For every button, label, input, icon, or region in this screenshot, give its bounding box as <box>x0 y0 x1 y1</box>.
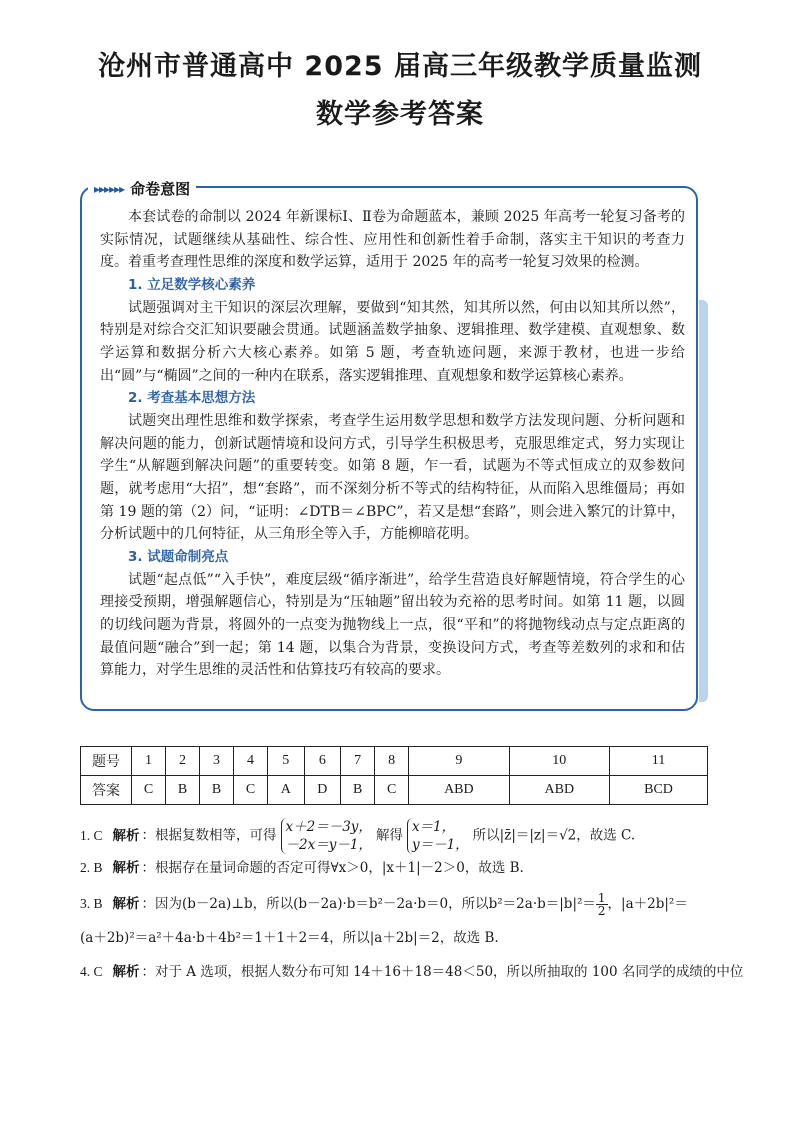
table-cell: D <box>304 776 341 805</box>
solution-text: ：因为(b－2a)⊥b，所以(b－2a)·b＝b²－2a·b＝0，所以b²＝2a·b＝|b|²＝ <box>141 896 596 912</box>
equation-system <box>407 818 469 854</box>
table-cell: ABD <box>409 776 509 805</box>
equation-system <box>281 818 372 854</box>
equation-line: x＋2＝－3y， <box>285 819 372 835</box>
solution-number: 2. B <box>80 860 103 875</box>
equation-line: x＝1， <box>411 819 456 835</box>
table-cell: 3 <box>200 747 234 776</box>
fraction-denominator: 2 <box>597 904 606 918</box>
table-cell: 11 <box>610 747 708 776</box>
solution-1 <box>80 818 635 854</box>
equation-line: y＝－1， <box>411 837 469 853</box>
table-cell: 2 <box>166 747 200 776</box>
section-heading-3: 3. 试题命制亮点 <box>128 548 229 565</box>
table-cell: 6 <box>304 747 341 776</box>
solution-number: 3. B <box>80 896 103 911</box>
section-paragraph-2: 试题突出理性思维和数学探索，考查学生运用数学思想和数学方法发现问题、分析问题和解决问题的能力，创新试题情境和设问方式，引导学生积极思考，克服思维定式，努力实现让学生“从解题到解决问题”的重要转变。如第 8 题，乍一看，试题为不等式恒成立的双参数问题，就考虑用“大招”，想“套路”，而不深刻分析不等式的结构特征，从而陷入思维僵局；再如第 19 题的第（2）问，“证明：∠DTB＝∠BPC”，若又是想“套路”，则会进入繁冗的计算中，分析试题中的几何特征，从三角形全等入手，方能柳暗花明。 <box>100 413 685 543</box>
intent-body <box>100 206 685 682</box>
answer-table <box>80 746 708 805</box>
table-cell: C <box>132 776 166 805</box>
intent-paragraph: 本套试卷的命制以 2024 年新课标Ⅰ、Ⅱ卷为命题蓝本，兼顾 2025 年高考一轮复习备考的实际情况，试题继续从基础性、综合性、应用性和创新性着手命制，落实主干知识的考查力度。着重考查理性思维的深度和数学运算，适用于 2025 年的高考一轮复习效果的检测。 <box>100 209 685 271</box>
solution-2 <box>80 858 524 878</box>
solution-text: (a＋2b)²＝a²＋4a·b＋4b²＝1＋1＋2＝4，所以|a＋2b|＝2，故选 B. <box>80 930 499 946</box>
arrow-decoration-icon: ▸▸▸▸▸▸ <box>94 181 125 196</box>
table-cell: B <box>166 776 200 805</box>
answer-row <box>81 776 708 805</box>
table-cell: BCD <box>610 776 708 805</box>
table-cell: 1 <box>132 747 166 776</box>
solution-text: ：根据存在量词命题的否定可得∀x＞0，|x＋1|－2＞0，故选 B. <box>141 860 524 876</box>
solution-text: ：根据复数相等，可得 <box>141 827 277 844</box>
solution-keyword: 解析 <box>112 896 140 912</box>
table-cell: B <box>341 776 375 805</box>
solution-4 <box>80 962 743 982</box>
intent-title: 命卷意图 <box>130 180 191 198</box>
solution-3-continued <box>80 928 499 948</box>
section-paragraph-1: 试题强调对主干知识的深层次理解，要做到“知其然，知其所以然，何由以知其所以然”，特别是对综合交汇知识要融会贯通。试题涵盖数学抽象、逻辑推理、数学建模、直观想象、数学运算和数据分析六大核心素养。如第 5 题，考查轨迹问题，来源于教材，也进一步给出“圆”与“椭圆”之间的一种内在联系，落实逻辑推理、直观想象和数学运算核心素养。 <box>100 299 685 384</box>
table-cell: C <box>375 776 409 805</box>
question-number-row <box>81 747 708 776</box>
solution-number: 4. C <box>80 964 103 979</box>
document-subtitle: 数学参考答案 <box>316 99 484 130</box>
table-cell: ABD <box>509 776 609 805</box>
table-cell: 9 <box>409 747 509 776</box>
row-label-number: 题号 <box>81 747 132 776</box>
fraction-numerator: 1 <box>597 891 606 905</box>
table-cell: 10 <box>509 747 609 776</box>
section-heading-2: 2. 考查基本思想方法 <box>128 390 256 407</box>
solution-text: 解得 <box>375 827 403 844</box>
solution-keyword: 解析 <box>112 860 140 876</box>
table-cell: 7 <box>341 747 375 776</box>
solution-text: ，|a＋2b|²＝ <box>607 896 688 912</box>
table-cell: B <box>200 776 234 805</box>
document-title: 沧州市普通高中 2025 届高三年级教学质量监测 <box>98 51 702 82</box>
fraction <box>596 892 608 917</box>
table-cell: C <box>234 776 268 805</box>
section-paragraph-3: 试题“起点低”“入手快”，难度层级“循序渐进”，给学生营造良好解题情境，符合学生的心理接受预期，增强解题信心，特别是为“压轴题”留出较为充裕的思考时间。如第 11 题，以圆的切线问题为背景，将圆外的一点变为抛物线上一点，很“平和”的将抛物线动点与定点距离的最值问题“融合”到一起；第 14 题，以集合为背景，变换设问方式，考查等差数列的求和和估算能力，对学生思维的灵活性和估算技巧有较高的要求。 <box>100 571 685 679</box>
solution-keyword: 解析 <box>112 827 140 844</box>
solution-number: 1. C <box>80 827 103 843</box>
solution-text: 所以|z̄|＝|z|＝√2，故选 C. <box>472 827 636 844</box>
solution-text: ：对于 A 选项，根据人数分布可知 14＋16＋18＝48＜50，所以所抽取的 100 名同学的成绩的中位 <box>141 964 744 980</box>
solution-keyword: 解析 <box>112 964 140 980</box>
intent-box-shadow <box>699 300 708 702</box>
solution-3 <box>80 892 688 917</box>
intent-header <box>88 178 196 199</box>
table-cell: A <box>268 776 305 805</box>
table-cell: 8 <box>375 747 409 776</box>
section-heading-1: 1. 立足数学核心素养 <box>128 276 256 293</box>
table-cell: 4 <box>234 747 268 776</box>
row-label-answer: 答案 <box>81 776 132 805</box>
table-cell: 5 <box>268 747 305 776</box>
equation-line: －2x＝y－1， <box>285 837 372 853</box>
